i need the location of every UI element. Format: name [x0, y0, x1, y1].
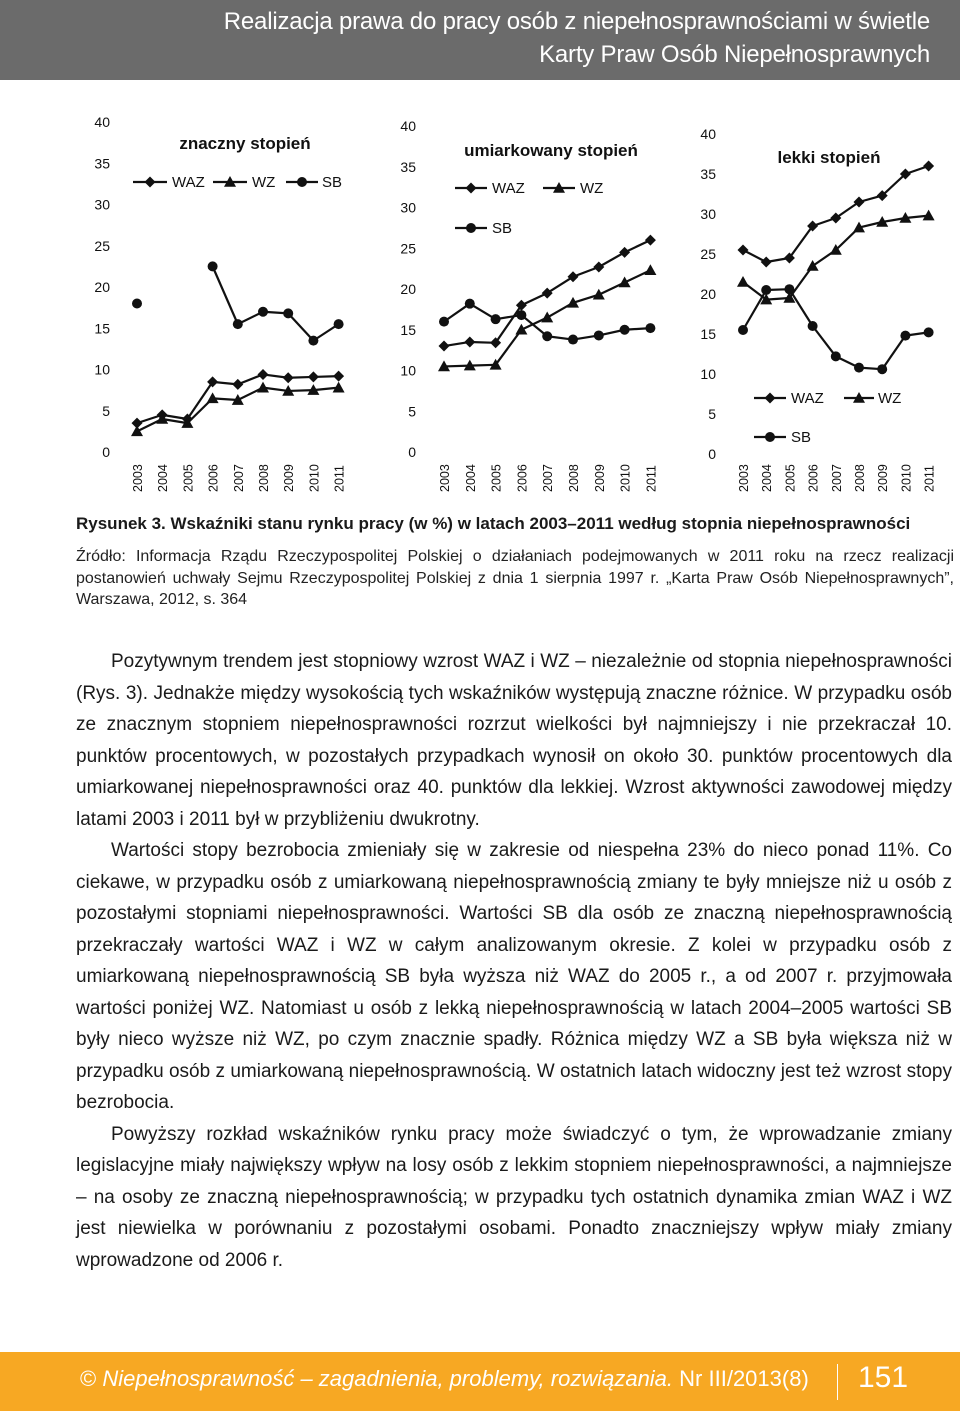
marker-triangle-wz: [257, 382, 269, 393]
marker-diamond-waz: [333, 371, 344, 382]
series-line-sb: [813, 326, 836, 356]
paragraph-2: Wartości stopy bezrobocia zmieniały się w zakresie od niespełna 23% do nieco ponad 11%. Co ciekawe, w przypadku osób z umiarkowaną niepełnosprawnością zmiany te były mniejsze niż u osób z pozostałymi stopniami niepełnosprawności. Wartości SB dla osób ze znaczną niepełnosprawnością przekraczały wartości WAZ i WZ w całym analizowanym okresie. Z kolei w przypadku osób z umiarkowaną niepełnosprawnością SB była wyższa niż WAZ do 2005 r., a od 2007 r. przyjmowała wartości poniżej WZ. Natomiast u osób z lekką niepełnosprawnością w latach 2004–2005 wartości SB były nieco wyższe niż WZ, po czym znacznie spadły. Różnica między WZ a SB była większa niż w przypadku osób z umiarkowaną niepełnosprawnością. W ostatnich latach widoczny jest też wzrost stopy bezrobocia.: [76, 840, 952, 1113]
series-line-wz: [496, 330, 522, 365]
x-tick-label: 2010: [307, 464, 322, 492]
x-tick-label: 2008: [257, 464, 271, 492]
series-line-waz: [882, 174, 905, 196]
marker-diamond-legend-waz: [145, 177, 156, 188]
x-tick-label: 2006: [806, 464, 821, 492]
legend-label-wz: WZ: [580, 180, 604, 197]
y-tick-label: 5: [408, 403, 416, 420]
series-line-wz: [444, 366, 470, 367]
marker-diamond-waz: [258, 369, 269, 380]
figure-caption: [76, 514, 926, 534]
y-tick-label: 25: [94, 237, 110, 254]
y-tick-label: 10: [700, 366, 716, 382]
marker-triangle-wz: [619, 276, 631, 287]
legend-label-sb: SB: [322, 174, 343, 191]
x-tick-label: 2003: [131, 464, 145, 492]
y-tick-label: 35: [400, 158, 416, 175]
paragraph-1: Pozytywnym trendem jest stopniowy wzrost WAZ i WZ – niezależnie od stopnia niepełnosprawności (Rys. 3). Jednakże między wysokością tych wskaźników występują znaczne różnice. W przypadku osób ze znacznym stopniem niepełnosprawności rozrzut wielkości był najmniejszy i nie przekraczał 10. punktów procentowych, w pozostałych przypadkach wynosił on około 30. punktów procentowych dla umiarkowanej niepełnosprawności oraz 40. punktów dla lekkiej. Wzrost aktywności zawodowej między latami 2003 i 2011 był w przybliżeniu dwukrotny.: [76, 651, 952, 830]
x-tick-label: 2005: [783, 464, 798, 492]
y-tick-label: 40: [400, 118, 416, 134]
marker-diamond-waz: [568, 271, 579, 282]
marker-circle-sb: [620, 325, 630, 335]
series-line-waz: [599, 252, 625, 267]
y-tick-label: 20: [700, 286, 716, 302]
x-tick-label: 2005: [181, 464, 196, 492]
marker-circle-sb: [594, 330, 604, 340]
y-tick-label: 10: [400, 362, 416, 379]
series-line-waz: [836, 202, 859, 218]
x-tick-label: 2004: [760, 464, 775, 492]
x-tick-label: 2004: [463, 464, 478, 492]
series-line-sb: [789, 289, 812, 326]
x-tick-label: 2007: [829, 464, 844, 492]
marker-circle-sb: [924, 327, 934, 337]
chart-title-3: lekki stopień: [777, 148, 881, 167]
marker-circle-legend-sb: [765, 432, 775, 442]
series-line-sb: [743, 290, 766, 330]
chart-title-1: znaczny stopień: [179, 134, 311, 153]
series-line-waz: [547, 277, 573, 293]
y-tick-label: 10: [94, 361, 110, 378]
marker-diamond-waz: [439, 341, 450, 352]
marker-diamond-waz: [464, 336, 475, 347]
y-tick-label: 5: [708, 406, 716, 422]
page-footer: [0, 1352, 960, 1411]
marker-circle-sb: [439, 317, 449, 327]
y-tick-label: 30: [400, 199, 416, 216]
marker-diamond-waz: [619, 247, 630, 258]
marker-circle-legend-sb: [466, 223, 476, 233]
marker-diamond-waz: [593, 261, 604, 272]
legend-label-wz: WZ: [878, 390, 902, 407]
marker-diamond-legend-waz: [466, 183, 477, 194]
y-tick-label: 40: [700, 126, 716, 142]
header-title-line2: Karty Praw Osób Niepełnosprawnych: [539, 41, 930, 68]
series-line-waz: [625, 240, 651, 252]
copyright-symbol: ©: [80, 1366, 97, 1391]
marker-circle-sb: [308, 336, 318, 346]
legend-label-waz: WAZ: [492, 180, 525, 197]
y-tick-label: 15: [94, 320, 110, 337]
x-tick-label: 2008: [567, 464, 581, 492]
figure-title: Wskaźniki stanu rynku pracy (w %) w latach 2003–2011 według stopnia niepełnosprawności: [170, 514, 911, 533]
chart-panel-1: [94, 114, 346, 492]
marker-triangle-wz: [541, 312, 553, 323]
legend-label-wz: WZ: [252, 174, 276, 191]
x-tick-label: 2011: [332, 465, 347, 492]
chart-panel-3: [700, 126, 936, 492]
body-text: [76, 646, 952, 1276]
y-tick-label: 35: [700, 166, 716, 182]
legend-label-waz: WAZ: [791, 390, 824, 407]
x-tick-label: 2006: [515, 464, 530, 492]
x-tick-label: 2005: [489, 464, 504, 492]
x-tick-label: 2009: [282, 464, 297, 492]
marker-circle-sb: [645, 323, 655, 333]
marker-circle-sb: [132, 299, 142, 309]
marker-circle-legend-sb: [297, 177, 307, 187]
series-line-wz: [288, 390, 313, 391]
marker-diamond-waz: [232, 379, 243, 390]
journal-title: Niepełnosprawność – zagadnienia, problemy, rozwiązania.: [102, 1366, 674, 1391]
y-tick-label: 35: [94, 155, 110, 172]
marker-triangle-wz: [644, 264, 656, 275]
x-tick-label: 2008: [853, 464, 867, 492]
y-tick-label: 0: [102, 444, 110, 460]
journal-reference: [80, 1366, 809, 1392]
marker-diamond-waz: [645, 235, 656, 246]
x-tick-label: 2004: [156, 464, 171, 492]
y-tick-label: 20: [94, 279, 110, 295]
marker-diamond-waz: [738, 245, 749, 256]
figure-label: Rysunek 3.: [76, 514, 166, 533]
marker-circle-sb: [258, 307, 268, 317]
series-line-sb: [882, 336, 905, 370]
marker-circle-sb: [516, 310, 526, 320]
y-tick-label: 20: [400, 281, 416, 297]
marker-diamond-waz: [761, 257, 772, 268]
marker-triangle-wz: [737, 276, 749, 287]
chart-panel-2: [400, 118, 658, 492]
paragraph-3: Powyższy rozkład wskaźników rynku pracy może świadczyć o tym, że wprowadzanie zmiany legislacyjne miały największy wpływ na losy osób z lekkim stopniem niepełnosprawności, a najmniejsze – na osoby ze znaczną niepełnosprawnością; w przypadku tych ostatnich dynamika zmian WAZ i WZ jest niewielka w porównaniu z pozostałymi osobami. Ponadto znaczniejszy wpływ miały zmiany wprowadzone od 2006 r.: [76, 1123, 952, 1271]
series-line-waz: [496, 305, 522, 342]
footer-divider: [837, 1364, 838, 1400]
marker-circle-sb: [491, 314, 501, 324]
marker-diamond-waz: [542, 288, 553, 299]
x-tick-label: 2011: [644, 465, 659, 492]
marker-circle-sb: [854, 363, 864, 373]
page-number: 151: [858, 1361, 909, 1394]
x-tick-label: 2009: [592, 464, 607, 492]
x-tick-label: 2010: [899, 464, 914, 492]
series-line-sb: [288, 313, 313, 340]
marker-diamond-waz: [308, 371, 319, 382]
series-line-sb: [213, 266, 238, 324]
running-header: [0, 0, 960, 80]
x-tick-label: 2007: [231, 464, 246, 492]
marker-circle-sb: [831, 351, 841, 361]
marker-circle-sb: [808, 321, 818, 331]
marker-triangle-wz: [515, 324, 527, 335]
header-title-line1: Realizacja prawa do pracy osób z niepełnosprawnościami w świetle: [223, 8, 930, 35]
journal-issue: Nr III/2013(8): [679, 1366, 809, 1391]
y-tick-label: 5: [102, 402, 110, 419]
x-tick-label: 2003: [438, 464, 452, 492]
x-tick-label: 2011: [922, 465, 937, 492]
y-tick-label: 40: [94, 114, 110, 130]
series-line-waz: [789, 226, 812, 258]
legend-label-sb: SB: [791, 429, 812, 446]
x-tick-label: 2009: [876, 464, 891, 492]
marker-diamond-waz: [283, 372, 294, 383]
y-tick-label: 15: [400, 321, 416, 338]
chart-title-2: umiarkowany stopień: [464, 141, 638, 160]
y-tick-label: 25: [700, 246, 716, 262]
y-tick-label: 0: [408, 444, 416, 460]
figure-source: Źródło: Informacja Rządu Rzeczypospolitej Polskiej o działaniach podejmowanych w 2011 roku na rzecz realizacji postanowień uchwały Sejmu Rzeczypospolitej Polskiej z dnia 1 sierpnia 1997 r. „Karta Praw Osób Niepełnosprawnych”, Warszawa, 2012, s. 364: [76, 548, 954, 608]
marker-circle-sb: [233, 319, 243, 329]
y-tick-label: 30: [94, 196, 110, 213]
marker-diamond-legend-waz: [765, 393, 776, 404]
legend-label-waz: WAZ: [172, 174, 205, 191]
marker-diamond-waz: [923, 161, 934, 172]
marker-circle-sb: [738, 325, 748, 335]
y-tick-label: 25: [400, 240, 416, 257]
series-line-waz: [521, 293, 547, 305]
marker-circle-sb: [900, 331, 910, 341]
marker-triangle-wz: [131, 425, 143, 436]
marker-circle-sb: [568, 335, 578, 345]
y-tick-label: 30: [700, 206, 716, 222]
marker-circle-sb: [465, 299, 475, 309]
marker-circle-sb: [877, 364, 887, 374]
y-tick-label: 15: [700, 326, 716, 342]
series-line-wz: [470, 365, 496, 366]
marker-triangle-wz: [807, 260, 819, 271]
x-tick-label: 2003: [737, 464, 751, 492]
marker-circle-sb: [334, 319, 344, 329]
y-tick-label: 0: [708, 446, 716, 462]
marker-circle-sb: [784, 284, 794, 294]
x-tick-label: 2010: [618, 464, 633, 492]
marker-circle-sb: [761, 285, 771, 295]
legend-label-sb: SB: [492, 220, 513, 237]
x-tick-label: 2007: [541, 464, 556, 492]
x-tick-label: 2006: [206, 464, 221, 492]
marker-circle-sb: [542, 331, 552, 341]
marker-circle-sb: [283, 308, 293, 318]
marker-circle-sb: [208, 261, 218, 271]
marker-triangle-wz: [593, 289, 605, 300]
figure-charts: [0, 100, 960, 500]
